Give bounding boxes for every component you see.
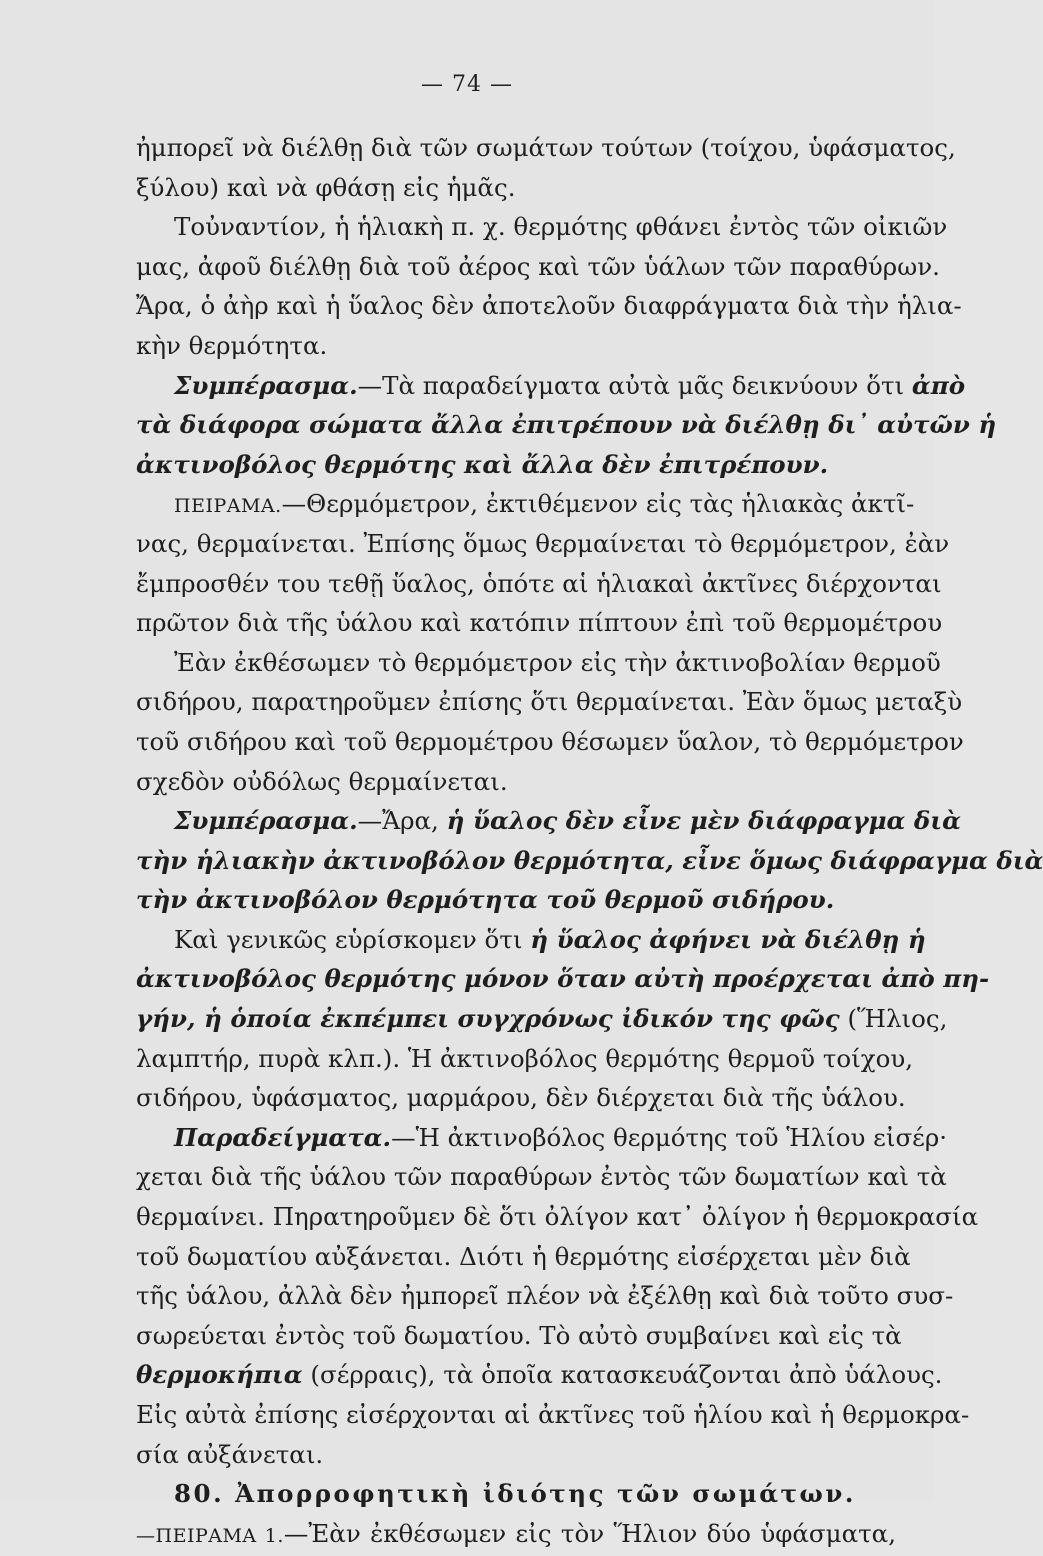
text-line <box>136 366 966 406</box>
text-line <box>136 999 948 1039</box>
text-segment: Εἰς αὐτὰ ἐπίσης εἰσέρχονται αἱ ἀκτῖνες τοῦ ἡλίου καὶ ἡ θερμοκρα- <box>136 1400 970 1429</box>
text-line <box>136 1197 979 1237</box>
text-segment: Συμπέρασμα. <box>174 806 358 836</box>
text-line <box>136 1355 943 1395</box>
text-segment: σωρεύεται ἐντὸς τοῦ δωματίου. Τὸ αὐτὸ συμβαίνει καὶ εἰς τὰ <box>136 1320 902 1350</box>
text-segment: μας, ἀφοῦ διέλθῃ διὰ τοῦ ἀέρος καὶ τῶν ὑάλων τῶν παραθύρων. <box>136 251 940 281</box>
text-segment: Συμπέρασμα. <box>174 370 358 400</box>
text-segment: ἀπὸ <box>911 370 966 400</box>
text-line <box>136 1118 948 1158</box>
text-segment: Παραδείγματα. <box>174 1122 392 1152</box>
text-line <box>136 1276 954 1316</box>
text-line <box>136 484 915 524</box>
text-line <box>136 326 896 366</box>
text-segment: τῆς ὑάλου, ἀλλὰ δὲν ἠμπορεῖ πλέον νὰ ἐξέλθῃ καὶ διὰ τοῦτο συσ- <box>136 1281 954 1311</box>
text-segment: γήν, ἡ ὁποία ἐκπέμπει συγχρόνως ἰδικόν της φῶς <box>136 1004 840 1034</box>
text-segment: θερμαίνει. Πηρατηροῦμεν δὲ ὅτι ὀλίγον κατ᾿ ὀλίγον ἡ θερμοκρασία <box>136 1202 979 1232</box>
text-segment: κὴν θερμότητα. <box>136 330 328 360</box>
text-line <box>136 920 926 960</box>
text-segment: ἡ ὕαλος δὲν εἶνε μὲν διάφραγμα διὰ <box>446 806 961 836</box>
text-line <box>136 722 964 762</box>
text-segment: ξύλου) καὶ νὰ φθάσῃ εἰς ἡμᾶς. <box>136 172 516 202</box>
text-segment: λαμπτήρ, πυρὰ κλπ.). Ἡ ἀκτινοβόλος θερμότης θερμοῦ τοίχου, <box>136 1043 914 1073</box>
text-line <box>136 682 963 722</box>
text-segment: Ἄρα, ὁ ἀὴρ καὶ ἡ ὕαλος δὲν ἀποτελοῦν διαφράγματα διὰ τὴν ἡλια- <box>136 291 962 321</box>
text-line <box>136 1435 896 1475</box>
text-segment: 80. Ἀπορροφητικὴ ἰδιότης τῶν σωμάτων. <box>174 1479 856 1509</box>
text-segment: σία αὐξάνεται. <box>136 1439 324 1469</box>
text-line <box>136 762 896 802</box>
text-line <box>136 1474 896 1514</box>
text-line <box>136 405 997 445</box>
text-line <box>136 168 896 208</box>
text-segment: (Ἥλιος, <box>839 1004 948 1034</box>
text-segment: θερμοκήπια <box>136 1360 303 1390</box>
text-line <box>136 286 962 326</box>
text-line <box>136 445 896 485</box>
text-line <box>136 1078 906 1118</box>
text-segment: χεται διὰ τῆς ὑάλου τῶν παραθύρων ἐντὸς τῶν δωματίων καὶ τὰ <box>136 1162 947 1192</box>
text-line <box>136 643 941 683</box>
text-segment: Καὶ γενικῶς εὑρίσκομεν ὅτι <box>174 924 531 954</box>
page-number: — 74 — <box>421 72 513 97</box>
text-line <box>136 1514 896 1554</box>
text-segment: Ἐὰν ἐκθέσωμεν τὸ θερμόμετρον εἰς τὴν ἀκτινοβολίαν θερμοῦ <box>174 647 941 677</box>
text-segment: τοῦ σιδήρου καὶ τοῦ θερμομέτρου θέσωμεν ὕαλον, τὸ θερμόμετρον <box>136 726 964 756</box>
text-segment: σχεδὸν οὐδόλως θερμαίνεται. <box>136 766 508 796</box>
text-segment: —Θερμόμετρον, ἐκτιθέμενον εἰς τὰς ἡλιακὰς ἀκτῖ- <box>281 489 915 519</box>
text-segment: σιδήρου, παρατηροῦμεν ἐπίσης ὅτι θερμαίνεται. Ἐὰν ὅμως μεταξὺ <box>136 687 963 717</box>
text-segment: πρῶτον διὰ τῆς ὑάλου καὶ κατόπιν πίπτουν ἐπὶ τοῦ θερμομέτρου <box>136 608 943 638</box>
text-line <box>136 801 961 841</box>
text-segment: τὰ διάφορα σώματα ἄλλα ἐπιτρέπουν νὰ διέλθῃ δι᾿ αὐτῶν ἡ <box>136 410 997 440</box>
text-segment: τοῦ δωματίου αὐξάνεται. Διότι ἡ θερμότης εἰσέρχεται μὲν διὰ <box>136 1241 911 1271</box>
text-line <box>136 564 942 604</box>
text-line <box>136 603 943 643</box>
text-segment: ἔμπροσθέν του τεθῇ ὕαλος, ὁπότε αἱ ἡλιακαὶ ἀκτῖνες διέρχονται <box>136 568 942 598</box>
text-line <box>136 247 940 287</box>
text-segment: —Ἄρα, <box>357 806 447 836</box>
text-segment: —Τὰ παραδείγματα αὐτὰ μᾶς δεικνύουν ὅτι <box>357 370 912 400</box>
text-segment: ἀκτινοβόλος θερμότης μόνον ὅταν αὐτὴ προέρχεται ἀπὸ πη- <box>136 964 990 994</box>
text-segment: —Ἐὰν ἐκθέσωμεν εἰς τὸν Ἥλιον δύο ὑφάσματα, <box>283 1518 897 1548</box>
text-segment: ἡ ὕαλος ἀφήνει νὰ διέλθῃ ἡ <box>530 924 926 954</box>
body-text <box>136 128 1043 1553</box>
text-line <box>136 1237 911 1277</box>
text-line <box>136 1316 902 1356</box>
text-line <box>136 1039 914 1079</box>
text-line <box>136 524 950 564</box>
text-line <box>136 959 990 999</box>
text-segment: ἠμπορεῖ νὰ διέλθῃ διὰ τῶν σωμάτων τούτων (τοίχου, ὑφάσματος, <box>136 133 956 162</box>
text-segment: τὴν ἀκτινοβόλον θερμότητα τοῦ θερμοῦ σιδήρου. <box>136 885 835 915</box>
text-segment: ΠΕΙΡΑΜΑ. <box>174 495 282 518</box>
text-segment: νας, θερμαίνεται. Ἐπίσης ὅμως θερμαίνεται τὸ θερμόμετρον, ἐὰν <box>136 528 950 558</box>
text-line <box>136 841 1043 881</box>
text-segment: τὴν ἡλιακὴν ἀκτινοβόλον θερμότητα, εἶνε ὅμως διάφραγμα διὰ <box>136 845 1043 875</box>
text-line <box>136 207 948 247</box>
text-segment: σιδήρου, ὑφάσματος, μαρμάρου, δὲν διέρχεται διὰ τῆς ὑάλου. <box>136 1083 906 1113</box>
text-segment: —ΠΕΙΡΑΜΑ 1. <box>136 1524 284 1547</box>
text-segment: ἀκτινοβόλος θερμότης καὶ ἄλλα δὲν ἐπιτρέπουν. <box>136 449 829 479</box>
text-line <box>136 128 956 168</box>
text-line <box>136 1157 947 1197</box>
text-line <box>136 1395 970 1435</box>
text-line <box>136 880 896 920</box>
text-segment: (σέρραις), τὰ ὁποῖα κατασκευάζονται ἀπὸ ὑάλους. <box>302 1360 943 1390</box>
text-segment: —Ἡ ἀκτινοβόλος θερμότης τοῦ Ἡλίου εἰσέρ· <box>391 1122 948 1152</box>
text-segment: Τοὐναντίον, ἡ ἡλιακὴ π. χ. θερμότης φθάνει ἐντὸς τῶν οἰκιῶν <box>174 212 948 242</box>
